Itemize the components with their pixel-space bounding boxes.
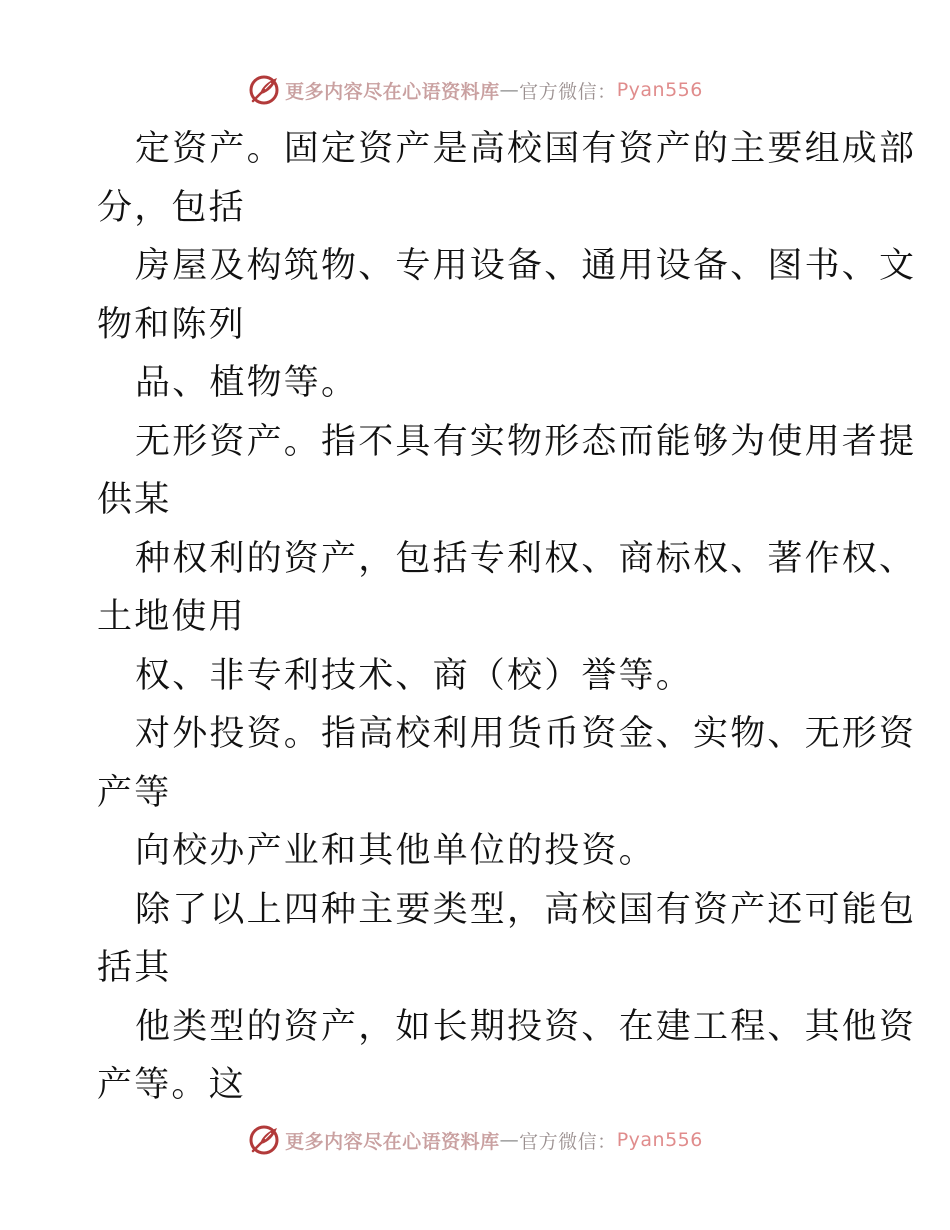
header-wechat-id: Pyan556 [616, 79, 703, 101]
header-dash: — [499, 79, 520, 101]
footer-wechat-id: Pyan556 [616, 1129, 703, 1151]
footer-wechat-label: 官方微信： [519, 1130, 617, 1153]
text-line: 物和陈列 [97, 304, 246, 345]
text-line: 分，包括 [97, 187, 246, 228]
text-line: 土地使用 [97, 597, 246, 637]
footer-banner [0, 1120, 950, 1160]
text-line: 种权利的资产，包括专利权、商标权、著作权、 [135, 538, 917, 579]
text-line: 除了以上四种主要类型，高校国有资产还可能包 [135, 889, 917, 930]
quill-logo-icon [247, 1123, 281, 1157]
header-wechat-label: 官方微信： [519, 80, 617, 103]
text-line: 房屋及构筑物、专用设备、通用设备、图书、文 [135, 246, 917, 286]
text-line: 对外投资。指高校利用货币资金、实物、无形资 [135, 714, 917, 754]
header-brand-text: 更多内容尽在心语资料库 [285, 80, 500, 103]
text-line: 供某 [97, 480, 172, 520]
footer-dash: — [499, 1129, 520, 1151]
text-line: 括其 [97, 948, 172, 988]
text-line: 产等 [97, 772, 172, 813]
text-line: 无形资产。指不具有实物形态而能够为使用者提 [135, 421, 917, 462]
text-line: 品、植物等。 [135, 363, 359, 403]
body-text [97, 120, 917, 1115]
header-banner [0, 70, 950, 110]
text-line: 他类型的资产，如长期投资、在建工程、其他资 [135, 1006, 917, 1047]
text-line: 权、非专利技术、商（校）誉等。 [135, 655, 694, 696]
text-line: 定资产。固定资产是高校国有资产的主要组成部 [135, 129, 917, 169]
text-line: 向校办产业和其他单位的投资。 [135, 831, 656, 871]
footer-brand-text: 更多内容尽在心语资料库 [285, 1130, 500, 1153]
text-line: 产等。这 [97, 1065, 246, 1105]
quill-logo-icon [247, 73, 281, 107]
